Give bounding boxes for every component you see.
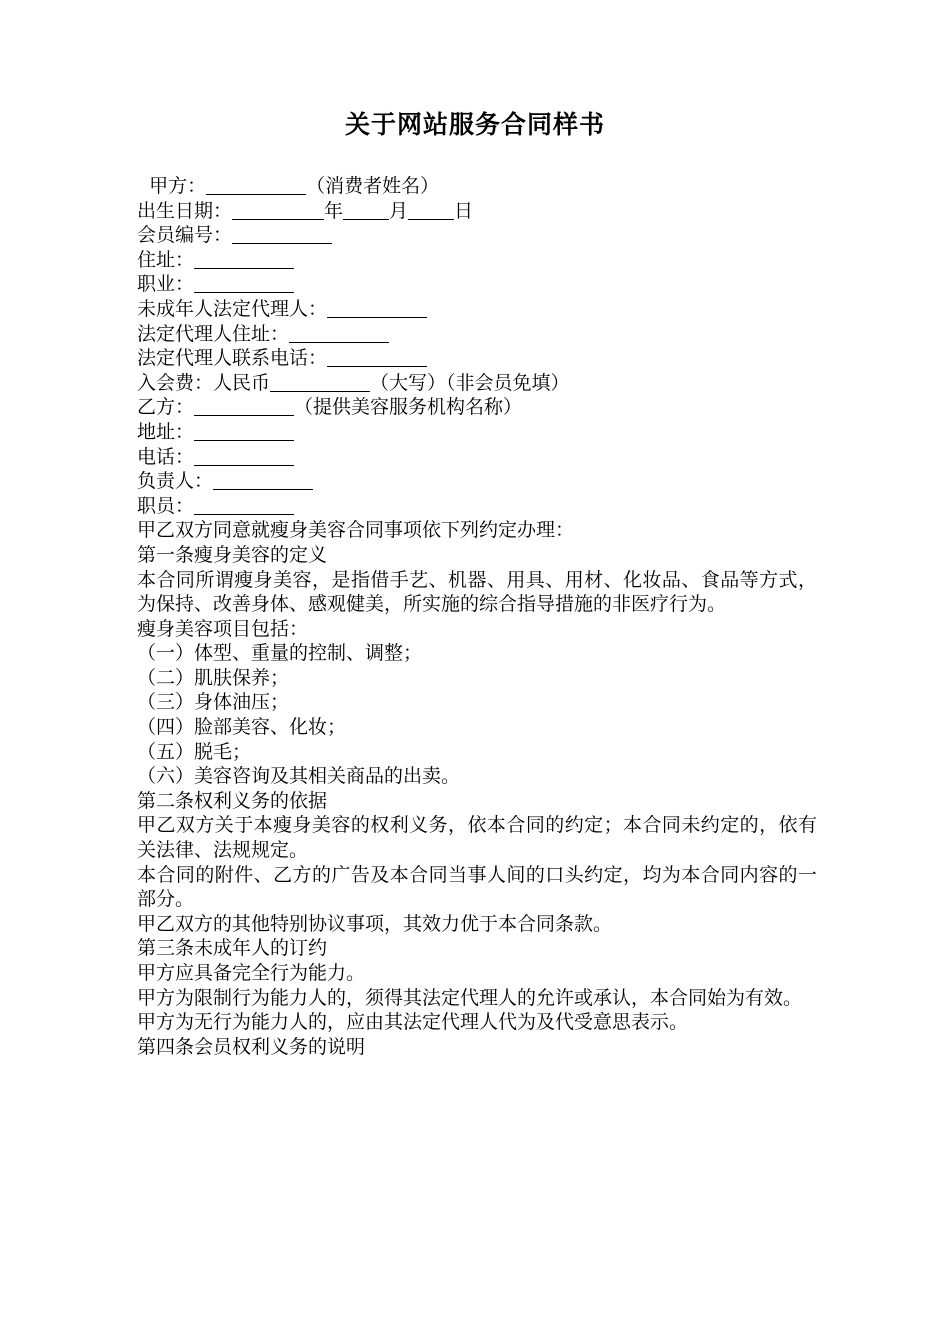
party-b-line bbox=[137, 395, 817, 420]
guardian-tel-label: 法定代理人联系电话： bbox=[137, 347, 328, 370]
guardian-addr-blank bbox=[289, 323, 389, 343]
birth-line bbox=[137, 199, 817, 224]
party-a-note: （消费者姓名） bbox=[306, 175, 440, 197]
party-b-label: 乙方： bbox=[137, 396, 195, 419]
member-no-line bbox=[137, 223, 817, 248]
paragraph: 甲乙双方关于本瘦身美容的权利义务，依本合同的约定；本合同未约定的，依有关法律、法规规定。 bbox=[137, 814, 817, 862]
job-blank bbox=[194, 273, 294, 293]
b-tel-line bbox=[137, 445, 817, 470]
party-a-blank bbox=[206, 175, 306, 195]
list-item: （一）体型、重量的控制、调整； bbox=[137, 642, 423, 665]
member-no-label: 会员编号： bbox=[137, 224, 233, 247]
party-b-note: （提供美容服务机构名称） bbox=[294, 396, 523, 419]
b-tel-label: 电话： bbox=[137, 445, 195, 468]
guardian-label: 未成年人法定代理人： bbox=[137, 297, 328, 320]
b-head-label: 负责人： bbox=[137, 470, 214, 493]
guardian-tel-blank bbox=[327, 347, 427, 367]
address-label: 住址： bbox=[137, 248, 195, 271]
list-item: （二）肌肤保养； bbox=[137, 666, 290, 689]
birth-day-label: 日 bbox=[454, 199, 474, 222]
b-staff-line bbox=[137, 494, 817, 519]
member-no-blank bbox=[232, 224, 332, 244]
list-item: （六）美容咨询及其相关商品的出卖。 bbox=[137, 765, 461, 788]
b-address-line bbox=[137, 420, 817, 445]
birth-month-blank bbox=[343, 200, 389, 220]
guardian-line bbox=[137, 297, 817, 322]
paragraph: 甲方为无行为能力人的，应由其法定代理人代为及代受意思表示。 bbox=[137, 1011, 689, 1034]
b-staff-blank bbox=[194, 495, 294, 515]
guardian-blank bbox=[327, 298, 427, 318]
guardian-tel-line bbox=[137, 346, 817, 371]
address-blank bbox=[194, 249, 294, 269]
list-item: （三）身体油压； bbox=[137, 691, 290, 714]
paragraph: 本合同所谓瘦身美容，是指借手艺、机器、用具、用材、化妆品、食品等方式，为保持、改善身体、感观健美，所实施的综合指导措施的非医疗行为。 bbox=[137, 568, 817, 616]
fee-line bbox=[137, 371, 817, 396]
birth-month-label: 月 bbox=[389, 199, 409, 222]
birth-day-blank bbox=[408, 200, 454, 220]
b-staff-label: 职员： bbox=[137, 494, 195, 517]
guardian-addr-line bbox=[137, 322, 817, 347]
birth-year-blank bbox=[232, 200, 324, 220]
paragraph: 瘦身美容项目包括： bbox=[137, 617, 309, 640]
paragraph: 甲乙双方的其他特别协议事项，其效力优于本合同条款。 bbox=[137, 912, 613, 935]
fee-label: 入会费：人民币 bbox=[137, 371, 271, 394]
job-line bbox=[137, 272, 817, 297]
b-head-line bbox=[137, 469, 817, 494]
article-heading: 第一条瘦身美容的定义 bbox=[137, 543, 328, 566]
b-address-label: 地址： bbox=[137, 420, 195, 443]
party-b-blank bbox=[194, 396, 294, 416]
b-head-blank bbox=[213, 470, 313, 490]
birth-year-label: 年 bbox=[324, 199, 344, 222]
paragraph: 本合同的附件、乙方的广告及本合同当事人间的口头约定，均为本合同内容的一部分。 bbox=[137, 863, 817, 911]
fee-note: （大写）（非会员免填） bbox=[370, 371, 570, 394]
paragraph: 甲方应具备完全行为能力。 bbox=[137, 962, 366, 984]
article-heading: 第三条未成年人的订约 bbox=[137, 937, 328, 960]
paragraph: 甲乙双方同意就瘦身美容合同事项依下列约定办理： bbox=[137, 519, 575, 542]
job-label: 职业： bbox=[137, 273, 195, 296]
b-address-blank bbox=[194, 421, 294, 441]
article-heading: 第二条权利义务的依据 bbox=[137, 789, 328, 812]
address-line bbox=[137, 248, 817, 273]
article-heading: 第四条会员权利义务的说明 bbox=[137, 1035, 366, 1058]
party-a-label: 甲方： bbox=[149, 175, 207, 197]
paragraph: 甲方为限制行为能力人的，须得其法定代理人的允许或承认，本合同始为有效。 bbox=[137, 986, 803, 1009]
document-body bbox=[137, 174, 817, 1059]
list-item: （四）脸部美容、化妆； bbox=[137, 716, 347, 739]
b-tel-blank bbox=[194, 446, 294, 466]
fee-blank bbox=[270, 372, 370, 392]
list-item: （五）脱毛； bbox=[137, 740, 252, 763]
party-a-line bbox=[137, 174, 817, 199]
birth-label: 出生日期： bbox=[137, 199, 233, 222]
guardian-addr-label: 法定代理人住址： bbox=[137, 322, 290, 345]
document-title: 关于网站服务合同样书 bbox=[344, 110, 605, 139]
